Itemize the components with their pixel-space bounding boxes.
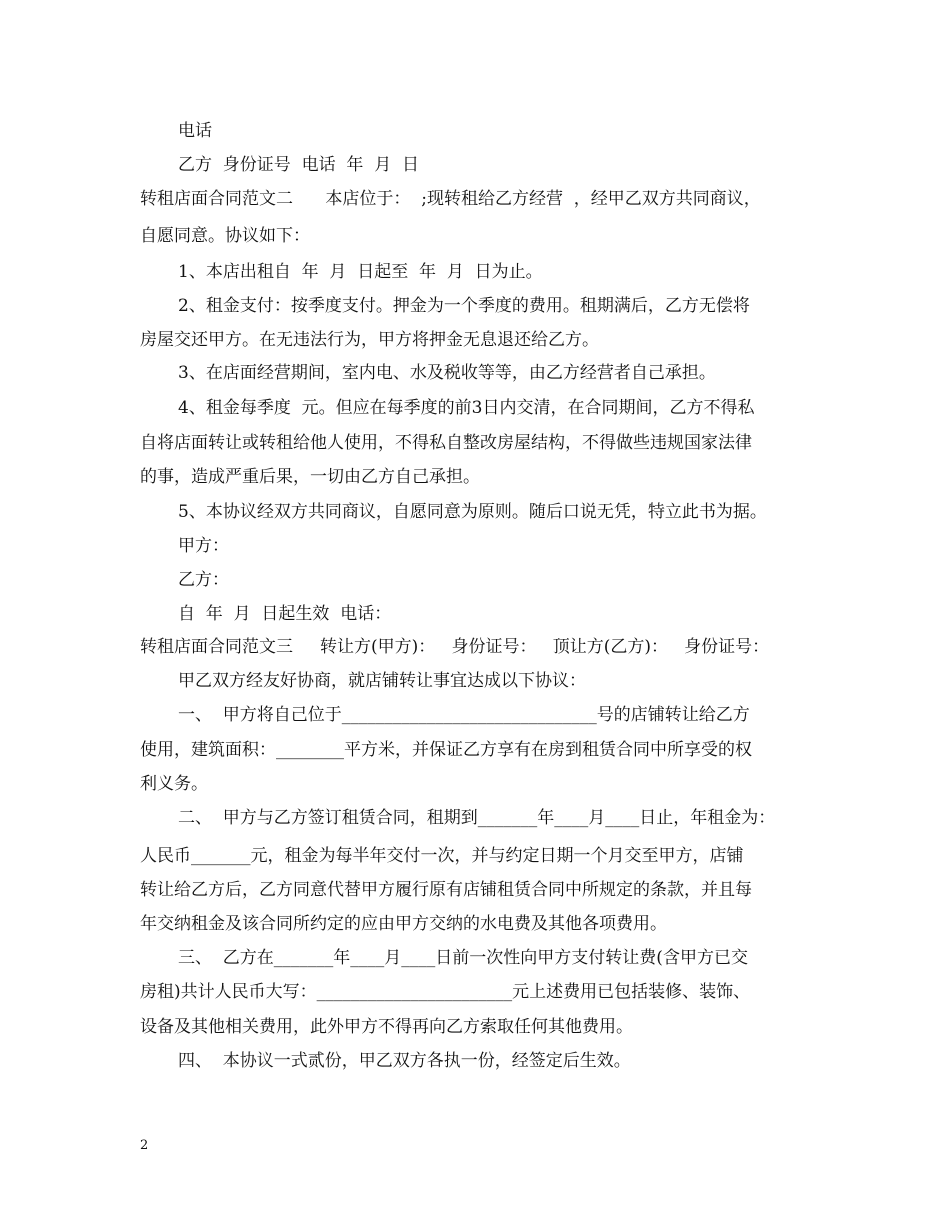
text-line: 使用，建筑面积：________平方米，并保证乙方享有在房到租赁合同中所享受的权 xyxy=(140,740,752,760)
text-line: 甲乙双方经友好协商，就店铺转让事宜达成以下协议： xyxy=(178,671,586,691)
text-line: 自 年 月 日起生效 电话： xyxy=(178,604,392,624)
text-line: 人民币_______元，租金为每半年交付一次，并与约定日期一个月交至甲方，店铺 xyxy=(140,846,744,866)
text-line: 1、本店出租自 年 月 日起至 年 月 日为止。 xyxy=(178,262,543,282)
text-line: 乙方 身份证号 电话 年 月 日 xyxy=(178,155,420,175)
text-line: 设备及其他相关费用，此外甲方不得再向乙方索取任何其他费用。 xyxy=(140,1017,633,1037)
text-line: 房屋交还甲方。在无违法行为，甲方将押金无息退还给乙方。 xyxy=(140,330,599,350)
text-line: 3、在店面经营期间，室内电、水及税收等等，由乙方经营者自己承担。 xyxy=(178,363,716,383)
text-line: 转让给乙方后，乙方同意代替甲方履行原有店铺租赁合同中所规定的条款，并且每 xyxy=(140,880,752,900)
page-number: 2 xyxy=(140,1138,149,1153)
text-line: 四、 本协议一式贰份，甲乙双方各执一份，经签定后生效。 xyxy=(178,1051,631,1071)
text-line: 三、 乙方在_______年____月____日前一次性向甲方支付转让费(含甲方已交 xyxy=(178,948,748,968)
text-line: 自愿同意。协议如下： xyxy=(140,226,310,246)
text-line: 的事，造成严重后果，一切由乙方自己承担。 xyxy=(140,467,480,487)
text-line: 利义务。 xyxy=(140,774,208,794)
text-line: 2、租金支付：按季度支付。押金为一个季度的费用。租期满后，乙方无偿将 xyxy=(178,296,750,316)
text-line: 转租店面合同范文三 转让方(甲方)： 身份证号： 顶让方(乙方)： 身份证号： xyxy=(140,637,770,657)
text-line: 乙方： xyxy=(178,570,229,590)
text-line: 一、 甲方将自己位于______________________________号的店铺转让给乙方 xyxy=(178,705,750,725)
text-line: 二、 甲方与乙方签订租赁合同，租期到_______年____月____日止，年租金为： xyxy=(178,808,776,828)
text-line: 自将店面转让或转租给他人使用，不得私自整改房屋结构，不得做些违规国家法律 xyxy=(140,433,752,453)
text-line: 房租)共计人民币大写：_______________________元上述费用已包括装修、装饰、 xyxy=(140,982,751,1002)
text-line: 转租店面合同范文二 本店位于： ;现转租给乙方经营 ，经甲乙双方共同商议， xyxy=(140,189,761,209)
text-line: 年交纳租金及该合同所约定的应由甲方交纳的水电费及其他各项费用。 xyxy=(140,914,667,934)
text-line: 4、租金每季度 元。但应在每季度的前3日内交清，在合同期间，乙方不得私 xyxy=(178,398,755,418)
text-line: 5、本协议经双方共同商议，自愿同意为原则。随后口说无凭，特立此书为据。 xyxy=(178,502,767,522)
text-line: 电话 xyxy=(178,121,212,141)
text-line: 甲方： xyxy=(178,536,229,556)
